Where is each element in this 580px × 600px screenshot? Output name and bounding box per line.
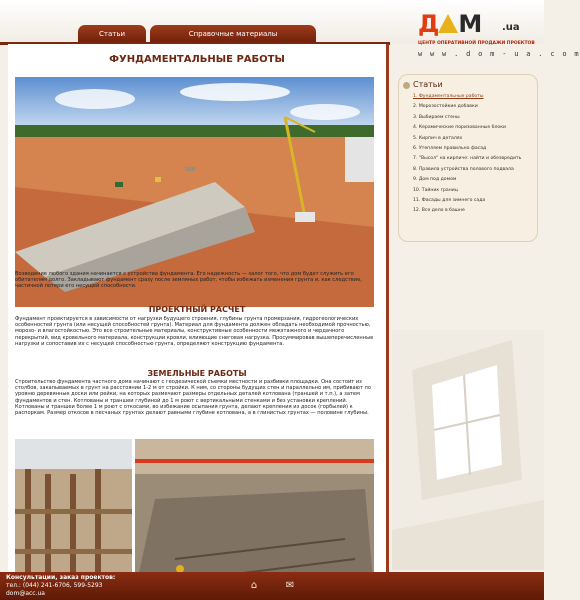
sidebar-item-brick-details[interactable]: 5. Кирпич в деталях: [413, 135, 463, 141]
sidebar-list: [413, 94, 535, 219]
sidebar-item-ceramic-blocks[interactable]: 4. Керамические поризованные блоки: [413, 125, 506, 131]
logo-triangle-icon: [438, 14, 458, 33]
logo-letter-d: Д: [418, 10, 439, 38]
sidebar-item-basement-rules[interactable]: 8. Правила устройства полового подвала: [413, 166, 514, 172]
excavation-photo: [135, 439, 374, 591]
sidebar-item-foundation[interactable]: 1. Фундаментальные работы: [413, 94, 484, 99]
tab-reference[interactable]: Справочные материалы: [150, 25, 316, 43]
article-panel: [8, 44, 389, 572]
sidebar-item-frost-additives[interactable]: 2. Морозостойкие добавки: [413, 104, 478, 110]
sidebar-item-winter-garden[interactable]: 11. Фасады для зимнего сада: [413, 197, 486, 203]
earthworks-paragraph: Строительство фундамента частного дома начинают с геодезической съемки местности и разбивки площадки. Она состоит из столбов, закапываемых в грунт на расстоянии 1-2 м от стройки. К ним, со стороны будущих стен и параллельно им, прибивают по уровню деревянные доски или рейки, на которых размечают размеры отдельных деталей котлована (траншей и т.п.), а затем фундаментов и стен. Котлованы и траншеи глубиной до 1 м роют с вертикальными стенками и без установки креплений. Котлованы и траншеи более 1 м роют с откосами, во избежание осыпания грунта, делают крепления из досок (горбылей) к распоркам. Размер откосов в песчаных грунтах делают равными глубине котлована, а в глинистых грунтах — половине глубины.: [15, 379, 371, 417]
logo-url: w w w . d o m - u a . c o m: [418, 50, 580, 58]
formwork-photo: [15, 439, 132, 591]
sidebar-item-walls[interactable]: 3. Выбираем стены: [413, 114, 460, 120]
section-heading-design: ПРОЕКТНЫЙ РАСЧЕТ: [148, 305, 246, 314]
intro-paragraph: Возведение любого здания начинается с устройства фундамента. Его надежность — залог того, что дом будет служить его обитателям долго. Закладывают фундамент сразу после земляных работ, чтобы избежать изменения грунта и, как следствие, частичной потери его несущей способности.: [15, 271, 362, 290]
sidebar-item-efflorescence[interactable]: 7. "Высол" на кирпиче: найти и обезвредить: [413, 156, 522, 162]
footer: [0, 572, 544, 600]
sidebar-bullet-icon: [403, 82, 410, 89]
sidebar-item-house-under-house[interactable]: 9. Дом под домом: [413, 177, 457, 183]
sidebar-item-tower[interactable]: 12. Все дело в башне: [413, 208, 465, 214]
logo-tagline: ЦЕНТР ОПЕРАТИВНОЙ ПРОДАЖИ ПРОЕКТОВ: [418, 41, 535, 46]
logo-letter-m: M: [458, 10, 482, 38]
sidebar-item-facade-insulation[interactable]: 6. Утепляем правильно фасад: [413, 145, 487, 151]
mail-icon[interactable]: ✉: [285, 580, 295, 591]
footer-email[interactable]: dom@acc.ua: [6, 590, 45, 597]
logo-wordmark: [418, 10, 481, 38]
section-heading-earthworks: ЗЕМЕЛЬНЫЕ РАБОТЫ: [147, 369, 247, 378]
design-paragraph: Фундамент проектируется в зависимости от нагрузки будущего строения, глубины грунта промерзания, гидрогеологических особенностей грунта (или несущей способностей грунта). Материал для фундамента должен обладать необходимой прочностью, морозо- и влагостойкостью. Это все строительные материалы, конструктивные особенности межэтажного и чердачного перекрытий, вид кровельного материала, конструкции кровли, влияющие снеговая нагрузка. Просуммировав вышеперечисленные нагрузки и сопоставив их с несущей способностью грунта, определяют конструкцию фундамента.: [15, 316, 374, 347]
tab-articles[interactable]: Статьи: [78, 25, 146, 43]
footer-heading: Консультации, заказ проектов:: [6, 574, 116, 581]
sidebar-title: Статьи: [413, 80, 443, 89]
sidebar-item-hidden-borders[interactable]: 10. Тайник границ: [413, 187, 458, 193]
footer-phone: тел.: (044) 241-6706, 599-5293: [6, 582, 103, 589]
logo-suffix: .ua: [502, 22, 520, 33]
articles-sidebar: [398, 74, 538, 242]
interior-decor-image: [392, 330, 544, 570]
page-title: ФУНДАМЕНТАЛЬНЫЕ РАБОТЫ: [109, 54, 285, 65]
home-icon[interactable]: ⌂: [250, 580, 258, 591]
site-logo[interactable]: [418, 10, 580, 60]
